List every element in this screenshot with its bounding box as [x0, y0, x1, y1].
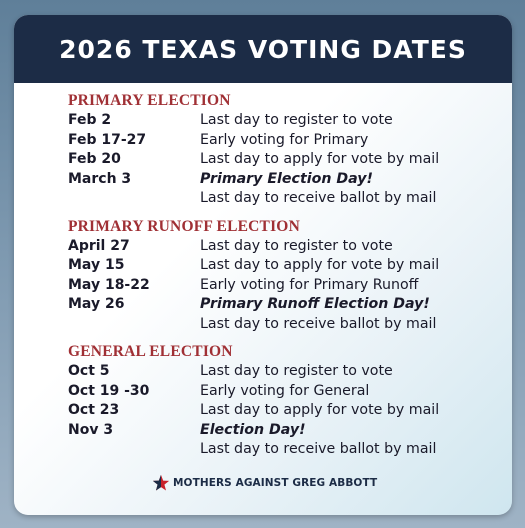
date-row	[68, 131, 498, 151]
event-description: Early voting for Primary Runoff	[200, 276, 419, 293]
event-description: Early voting for Primary	[200, 131, 369, 148]
event-description: Last day to receive ballot by mail	[200, 190, 437, 206]
date-label: May 15	[68, 257, 125, 273]
date-row	[68, 150, 498, 170]
section-title: PRIMARY ELECTION	[68, 92, 231, 109]
footer-logo	[152, 474, 377, 492]
date-label: March 3	[68, 170, 132, 187]
event-description: Last day to receive ballot by mail	[200, 441, 437, 457]
event-description: Last day to apply for vote by mail	[200, 151, 440, 167]
date-label	[68, 315, 200, 335]
election-day-text: Primary Runoff Election Day!	[200, 296, 430, 312]
section-title: PRIMARY RUNOFF ELECTION	[68, 217, 300, 235]
date-row	[68, 170, 498, 190]
section-title: GENERAL ELECTION	[68, 343, 233, 360]
date-row	[68, 189, 498, 209]
event-description: Last day to apply for vote by mail	[200, 257, 440, 273]
event-description: Early voting for General	[200, 382, 370, 399]
date-label	[68, 189, 200, 209]
election-day-text: Primary Election Day!	[200, 170, 374, 187]
event-description: Last day to receive ballot by mail	[200, 315, 437, 332]
date-row	[68, 382, 498, 402]
section-general-election	[68, 342, 498, 460]
date-row	[68, 421, 498, 441]
event-description: Last day to register to vote	[200, 112, 393, 128]
date-row	[68, 401, 498, 421]
event-description: Last day to register to vote	[200, 363, 393, 379]
date-label: May 26	[68, 296, 125, 312]
date-label: Feb 17-27	[68, 131, 147, 148]
event-description: Last day to register to vote	[200, 237, 393, 254]
star-icon	[152, 474, 170, 492]
event-description: Last day to apply for vote by mail	[200, 402, 440, 418]
date-row	[68, 276, 498, 296]
organization-name: MOTHERS AGAINST GREG ABBOTT	[173, 477, 378, 489]
date-label: Feb 2	[68, 112, 112, 128]
date-label: April 27	[68, 237, 130, 254]
date-label: Feb 20	[68, 151, 121, 167]
date-row	[68, 362, 498, 382]
star-navy-half	[153, 475, 161, 491]
page-title: 2026 TEXAS VOTING DATES	[59, 34, 467, 64]
section-primary-election	[68, 91, 498, 209]
section-primary-runoff-election	[68, 217, 498, 335]
date-label: Oct 23	[68, 402, 120, 418]
date-row	[68, 440, 498, 460]
date-label: Nov 3	[68, 421, 114, 438]
date-label: May 18-22	[68, 276, 150, 293]
date-row	[68, 295, 498, 315]
dates-list	[68, 91, 498, 468]
date-label: Oct 5	[68, 363, 110, 379]
header-banner	[14, 15, 512, 83]
date-row	[68, 237, 498, 257]
voting-dates-card	[14, 15, 512, 515]
date-label: Oct 19 -30	[68, 382, 150, 399]
date-row	[68, 315, 498, 335]
date-row	[68, 256, 498, 276]
election-day-text: Election Day!	[200, 421, 306, 438]
date-label	[68, 440, 200, 460]
date-row	[68, 111, 498, 131]
